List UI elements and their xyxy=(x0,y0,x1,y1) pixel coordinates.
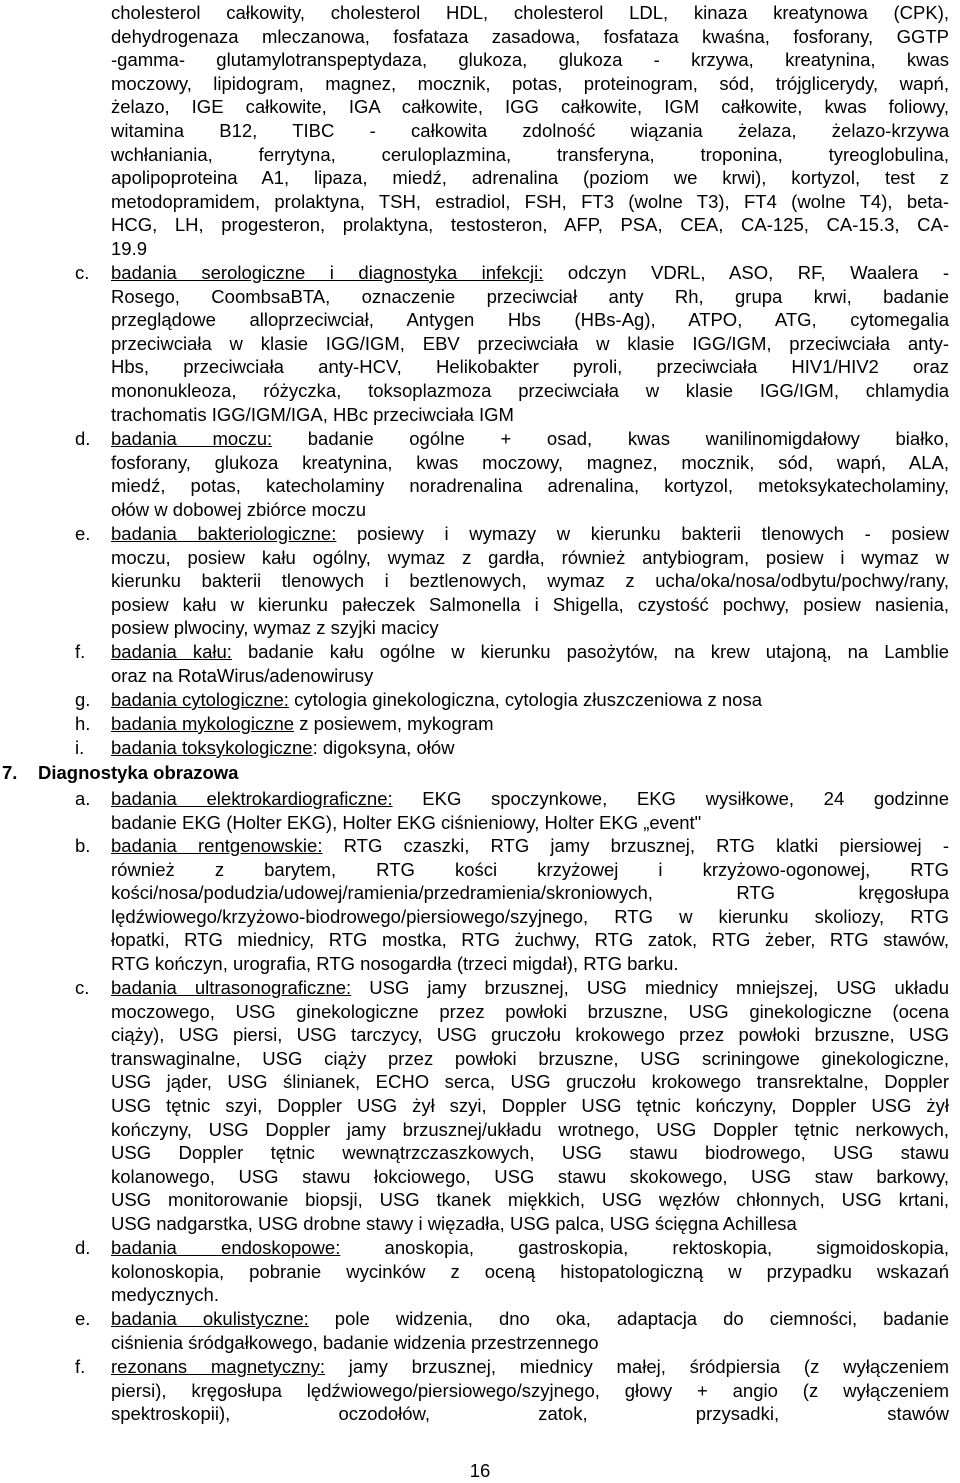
text-line: HCG, LH, progesteron, prolaktyna, testosteron, AFP, PSA, CEA, CA-125, CA-15.3, CA- xyxy=(111,214,949,236)
section-number: 7. xyxy=(2,762,18,783)
text-line: -gamma- glutamylotranspeptydaza, glukoza, glukoza - krzywa, kreatynina, kwas xyxy=(111,49,949,71)
item-marker: f. xyxy=(75,641,86,662)
item-marker: h. xyxy=(75,713,91,734)
item-marker: d. xyxy=(75,1237,91,1258)
text-line: żelazo, IGE całkowite, IGA całkowite, IGG całkowite, IGM całkowite, kwas foliowy, xyxy=(111,96,949,118)
item-label: badania okulistyczne: xyxy=(111,1308,309,1329)
lab-tests-continuation xyxy=(111,1,949,261)
page-number: 16 xyxy=(469,1460,491,1481)
item-marker: c. xyxy=(75,977,90,998)
item-marker: e. xyxy=(75,523,91,544)
text-line: dehydrogenaza mleczanowa, fosfataza zasadowa, fosfataza kwaśna, fosforany, GGTP xyxy=(111,25,949,47)
item-label: badania moczu: xyxy=(111,428,273,449)
item-label: badania kału: xyxy=(111,641,232,662)
item-marker: f. xyxy=(75,1356,86,1377)
text-line: moczowy, lipidogram, magnez, mocznik, potas, proteinogram, sód, trójglicerydy, wapń, xyxy=(111,72,949,94)
text-line: metodopramidem, prolaktyna, TSH, estradiol, FSH, FT3 (wolne T3), FT4 (wolne T4), beta- xyxy=(111,190,949,212)
item-marker: i. xyxy=(75,737,85,758)
item-marker: b. xyxy=(75,835,91,856)
item-label: rezonans magnetyczny: xyxy=(111,1356,326,1377)
item-marker: g. xyxy=(75,689,91,710)
item-label: badania endoskopowe: xyxy=(111,1237,341,1258)
item-label: badania toksykologiczne xyxy=(111,737,313,758)
item-label: badania cytologiczne: xyxy=(111,689,289,710)
text-line: wchłaniania, ferrytyna, ceruloplazmina, transferyna, troponina, tyreoglobulina, xyxy=(111,143,949,165)
item-label: badania mykologiczne xyxy=(111,713,295,734)
text-line: cholesterol całkowity, cholesterol HDL, cholesterol LDL, kinaza kreatynowa (CPK), xyxy=(111,2,949,23)
item-label: badania bakteriologiczne: xyxy=(111,523,337,544)
item-label: badania serologiczne i diagnostyka infekcji: xyxy=(111,262,544,283)
item-marker: e. xyxy=(75,1308,91,1329)
text-line: witamina B12, TIBC - całkowita zdolność wiązania żelaza, żelazo-krzywa xyxy=(111,119,949,141)
item-label: badania elektrokardiograficzne: xyxy=(111,788,393,809)
item-label: badania ultrasonograficzne: xyxy=(111,977,352,998)
item-label: badania rentgenowskie: xyxy=(111,835,323,856)
text-line: 19.9 xyxy=(111,237,148,259)
item-marker: c. xyxy=(75,262,90,283)
text-line: apolipoproteina A1, lipaza, miedź, adrenalina (poziom we krwi), kortyzol, test z xyxy=(111,167,949,189)
section-title: Diagnostyka obrazowa xyxy=(38,762,239,783)
item-marker: a. xyxy=(75,788,91,809)
item-marker: d. xyxy=(75,428,91,449)
